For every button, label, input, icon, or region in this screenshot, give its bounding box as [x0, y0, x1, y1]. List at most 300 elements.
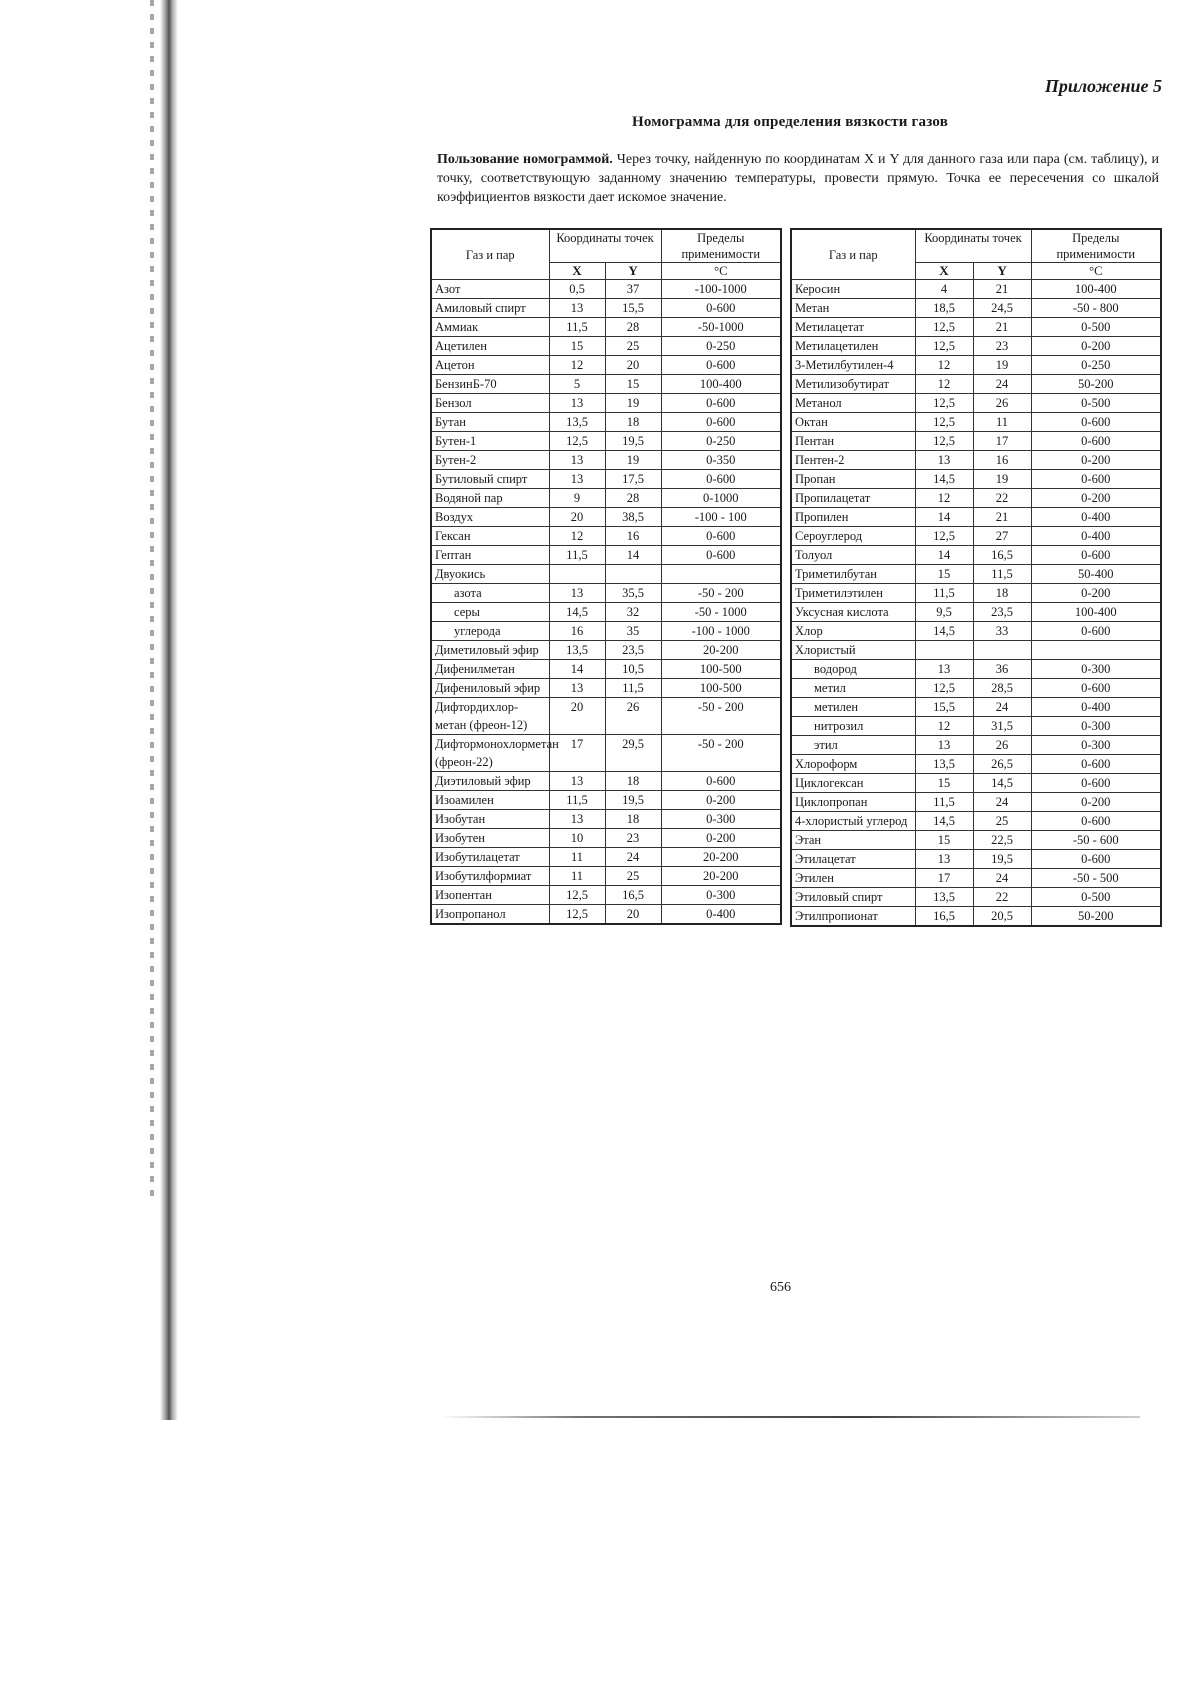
- table-row: [431, 791, 781, 810]
- table-row: [791, 679, 1161, 698]
- gas-table-right: [790, 228, 1162, 927]
- x-cell: 16: [549, 622, 605, 641]
- y-cell: 14: [605, 546, 661, 565]
- scan-shadow: [160, 0, 178, 1420]
- range-cell: 0-200: [1031, 489, 1161, 508]
- x-cell: 13: [549, 810, 605, 829]
- range-cell: 100-500: [661, 660, 781, 679]
- y-cell: 17,5: [605, 470, 661, 489]
- table-row: [791, 888, 1161, 907]
- range-cell: 0-1000: [661, 489, 781, 508]
- gas-name-cell: Керосин: [791, 280, 915, 299]
- y-cell: 18: [605, 810, 661, 829]
- y-cell: 29,5: [605, 735, 661, 772]
- x-cell: 17: [915, 869, 973, 888]
- table-row: [791, 394, 1161, 413]
- gas-name-cell: Изопентан: [431, 886, 549, 905]
- header-x: X: [915, 263, 973, 280]
- page-title: Номограмма для определения вязкости газов: [631, 114, 948, 130]
- range-cell: 0-300: [1031, 717, 1161, 736]
- table-row: [791, 299, 1161, 318]
- x-cell: 18,5: [915, 299, 973, 318]
- header-x: X: [549, 263, 605, 280]
- range-cell: 0-600: [1031, 470, 1161, 489]
- x-cell: 11,5: [549, 546, 605, 565]
- gas-name-cell: Метан: [791, 299, 915, 318]
- range-cell: 100-400: [661, 375, 781, 394]
- range-cell: -50 - 200: [661, 584, 781, 603]
- gas-name-cell: углерода: [431, 622, 549, 641]
- gas-name-cell: Бутен-1: [431, 432, 549, 451]
- x-cell: 13: [549, 772, 605, 791]
- x-cell: 12,5: [549, 886, 605, 905]
- gas-name-cell: Пентан: [791, 432, 915, 451]
- range-cell: 0-500: [1031, 318, 1161, 337]
- table-row: [791, 717, 1161, 736]
- y-cell: 28: [605, 318, 661, 337]
- x-cell: 12,5: [549, 905, 605, 925]
- y-cell: 15: [605, 375, 661, 394]
- table-row: [791, 831, 1161, 850]
- gas-name-cell: Пропилен: [791, 508, 915, 527]
- x-cell: 11: [549, 848, 605, 867]
- gas-name-cell: Изопропанол: [431, 905, 549, 925]
- x-cell: 11,5: [549, 791, 605, 810]
- header-y: Y: [973, 263, 1031, 280]
- table-row: [431, 603, 781, 622]
- y-cell: 19: [605, 394, 661, 413]
- x-cell: 12: [915, 717, 973, 736]
- range-cell: 0-200: [661, 829, 781, 848]
- table-row: [431, 508, 781, 527]
- x-cell: [549, 565, 605, 584]
- scan-shadow-stripe: [150, 0, 154, 1200]
- range-cell: 0-300: [1031, 736, 1161, 755]
- intro-paragraph: [437, 150, 1159, 207]
- x-cell: [915, 641, 973, 660]
- table-row: [791, 280, 1161, 299]
- x-cell: 13,5: [549, 413, 605, 432]
- y-cell: 20: [605, 905, 661, 925]
- table-row: [791, 755, 1161, 774]
- table-row: [431, 356, 781, 375]
- x-cell: 13: [915, 736, 973, 755]
- gas-name-cell: Толуол: [791, 546, 915, 565]
- y-cell: 27: [973, 527, 1031, 546]
- range-cell: 0-600: [1031, 774, 1161, 793]
- gas-name-cell: Октан: [791, 413, 915, 432]
- x-cell: 9,5: [915, 603, 973, 622]
- range-cell: 0-600: [661, 356, 781, 375]
- x-cell: 14,5: [915, 622, 973, 641]
- gas-name-cell: Метилацетилен: [791, 337, 915, 356]
- x-cell: 9: [549, 489, 605, 508]
- table-row: [431, 886, 781, 905]
- table-row: [791, 375, 1161, 394]
- gas-name-cell: метил: [791, 679, 915, 698]
- table-row: [431, 660, 781, 679]
- y-cell: 19,5: [973, 850, 1031, 869]
- table-row: [431, 641, 781, 660]
- x-cell: 13: [915, 451, 973, 470]
- range-cell: 20-200: [661, 867, 781, 886]
- range-cell: 0-200: [1031, 793, 1161, 812]
- table-row: [791, 736, 1161, 755]
- y-cell: 11: [973, 413, 1031, 432]
- y-cell: 18: [605, 413, 661, 432]
- header-y: Y: [605, 263, 661, 280]
- left-table-body: [431, 280, 781, 925]
- table-row: [431, 679, 781, 698]
- table-row: [791, 584, 1161, 603]
- gas-name-cell: Бутен-2: [431, 451, 549, 470]
- range-cell: -100 - 1000: [661, 622, 781, 641]
- y-cell: 24: [973, 698, 1031, 717]
- gas-name-cell: Бутиловый спирт: [431, 470, 549, 489]
- range-cell: 50-400: [1031, 565, 1161, 584]
- header-limits: Пределы применимости: [661, 229, 781, 263]
- range-cell: [1031, 641, 1161, 660]
- x-cell: 0,5: [549, 280, 605, 299]
- gas-name-cell: водород: [791, 660, 915, 679]
- y-cell: [973, 641, 1031, 660]
- range-cell: 0-400: [661, 905, 781, 925]
- x-cell: 14: [915, 508, 973, 527]
- x-cell: 13: [915, 660, 973, 679]
- y-cell: 23: [973, 337, 1031, 356]
- table-row: [431, 318, 781, 337]
- x-cell: 12: [915, 356, 973, 375]
- table-row: [431, 867, 781, 886]
- y-cell: 23: [605, 829, 661, 848]
- x-cell: 13,5: [915, 888, 973, 907]
- x-cell: 14: [549, 660, 605, 679]
- gas-name-cell: Этиловый спирт: [791, 888, 915, 907]
- table-row: [791, 641, 1161, 660]
- header-gas: Газ и пар: [431, 229, 549, 280]
- x-cell: 12,5: [915, 337, 973, 356]
- gas-name-cell: 3-Метилбутилен-4: [791, 356, 915, 375]
- gas-name-cell: Метилизобутират: [791, 375, 915, 394]
- range-cell: 0-600: [661, 527, 781, 546]
- gas-name-cell: азота: [431, 584, 549, 603]
- table-row: [431, 584, 781, 603]
- gas-name-cell: Изобутилацетат: [431, 848, 549, 867]
- x-cell: 15: [915, 774, 973, 793]
- range-cell: 0-600: [661, 413, 781, 432]
- x-cell: 12,5: [915, 413, 973, 432]
- range-cell: 0-600: [661, 772, 781, 791]
- x-cell: 12: [549, 527, 605, 546]
- y-cell: 28: [605, 489, 661, 508]
- gas-name-cell: Ацетилен: [431, 337, 549, 356]
- y-cell: 28,5: [973, 679, 1031, 698]
- gas-name-cell: Пропилацетат: [791, 489, 915, 508]
- x-cell: 15: [915, 831, 973, 850]
- table-row: [791, 869, 1161, 888]
- x-cell: 13,5: [915, 755, 973, 774]
- x-cell: 12,5: [915, 432, 973, 451]
- table-row: [431, 622, 781, 641]
- gas-name-cell: Водяной пар: [431, 489, 549, 508]
- range-cell: 0-600: [1031, 812, 1161, 831]
- gas-name-cell: Дифениловый эфир: [431, 679, 549, 698]
- gas-name-cell: метилен: [791, 698, 915, 717]
- x-cell: 4: [915, 280, 973, 299]
- y-cell: 20: [605, 356, 661, 375]
- range-cell: 100-500: [661, 679, 781, 698]
- range-cell: 100-400: [1031, 280, 1161, 299]
- gas-name-cell: Этилпропионат: [791, 907, 915, 927]
- table-row: [431, 565, 781, 584]
- table-row: [431, 299, 781, 318]
- x-cell: 13: [549, 584, 605, 603]
- table-row: [791, 546, 1161, 565]
- range-cell: 0-600: [661, 394, 781, 413]
- gas-name-cell: Хлороформ: [791, 755, 915, 774]
- y-cell: 11,5: [973, 565, 1031, 584]
- range-cell: -50 - 1000: [661, 603, 781, 622]
- y-cell: 35: [605, 622, 661, 641]
- gas-name-cell: Изоамилен: [431, 791, 549, 810]
- range-cell: 0-250: [661, 337, 781, 356]
- header-limits: Пределы применимости: [1031, 229, 1161, 263]
- gas-name-cell: 4-хлористый углерод: [791, 812, 915, 831]
- table-row: [431, 451, 781, 470]
- range-cell: 0-400: [1031, 698, 1161, 717]
- range-cell: -50 - 600: [1031, 831, 1161, 850]
- range-cell: 0-600: [661, 546, 781, 565]
- range-cell: 0-400: [1031, 508, 1161, 527]
- y-cell: 19,5: [605, 791, 661, 810]
- table-row: [431, 829, 781, 848]
- intro-text: Через точку, найденную по координатам X и Y для данного газа или пара (см. таблицу), и точку, соответствующую заданному значению температуры, провести прямую. Точка ее пересечения со шкалой коэффициентов вязкости дает искомое значение.: [437, 152, 1159, 205]
- range-cell: 0-200: [1031, 451, 1161, 470]
- range-cell: 0-200: [1031, 337, 1161, 356]
- y-cell: 31,5: [973, 717, 1031, 736]
- x-cell: 14,5: [915, 812, 973, 831]
- table-row: [431, 848, 781, 867]
- gas-name-cell: Уксусная кислота: [791, 603, 915, 622]
- range-cell: 50-200: [1031, 375, 1161, 394]
- gas-table-left: [430, 228, 782, 925]
- gas-name-cell: Диметиловый эфир: [431, 641, 549, 660]
- range-cell: 0-600: [1031, 413, 1161, 432]
- y-cell: 16: [973, 451, 1031, 470]
- y-cell: 38,5: [605, 508, 661, 527]
- x-cell: 12,5: [915, 394, 973, 413]
- table-row: [431, 413, 781, 432]
- x-cell: 13: [915, 850, 973, 869]
- gas-name-cell: БензинБ-70: [431, 375, 549, 394]
- y-cell: 19,5: [605, 432, 661, 451]
- y-cell: 37: [605, 280, 661, 299]
- y-cell: 26,5: [973, 755, 1031, 774]
- x-cell: 12,5: [549, 432, 605, 451]
- page-number: 656: [770, 1280, 791, 1295]
- x-cell: 12,5: [915, 527, 973, 546]
- y-cell: 16: [605, 527, 661, 546]
- x-cell: 15: [549, 337, 605, 356]
- x-cell: 20: [549, 698, 605, 735]
- appendix-label: Приложение 5: [1044, 76, 1162, 96]
- table-row: [791, 603, 1161, 622]
- gas-name-cell: Метанол: [791, 394, 915, 413]
- table-row: [791, 432, 1161, 451]
- y-cell: 24: [973, 869, 1031, 888]
- y-cell: 23,5: [973, 603, 1031, 622]
- range-cell: 0-600: [1031, 679, 1161, 698]
- header-coords: Координаты точек: [549, 229, 661, 263]
- range-cell: 0-200: [661, 791, 781, 810]
- gas-name-cell: Изобутен: [431, 829, 549, 848]
- x-cell: 13: [549, 394, 605, 413]
- range-cell: 0-600: [661, 470, 781, 489]
- range-cell: -50-1000: [661, 318, 781, 337]
- y-cell: 19: [973, 470, 1031, 489]
- gas-name-cell: Циклогексан: [791, 774, 915, 793]
- intro-bold: Пользование номограммой.: [437, 152, 613, 167]
- x-cell: 11,5: [549, 318, 605, 337]
- range-cell: 100-400: [1031, 603, 1161, 622]
- range-cell: 0-200: [1031, 584, 1161, 603]
- gas-name-cell: Пентен-2: [791, 451, 915, 470]
- table-row: [431, 337, 781, 356]
- gas-name-cell: Метилацетат: [791, 318, 915, 337]
- y-cell: 21: [973, 508, 1031, 527]
- range-cell: 0-600: [1031, 755, 1161, 774]
- table-row: [791, 451, 1161, 470]
- gas-name-cell: Этилен: [791, 869, 915, 888]
- x-cell: 13: [549, 451, 605, 470]
- table-row: [431, 772, 781, 791]
- gas-name-cell: Бутан: [431, 413, 549, 432]
- table-row: [791, 622, 1161, 641]
- range-cell: 0-400: [1031, 527, 1161, 546]
- range-cell: 20-200: [661, 641, 781, 660]
- range-cell: -50 - 200: [661, 735, 781, 772]
- x-cell: 14,5: [549, 603, 605, 622]
- gas-name-cell: Воздух: [431, 508, 549, 527]
- x-cell: 12: [915, 375, 973, 394]
- x-cell: 13,5: [549, 641, 605, 660]
- y-cell: 24,5: [973, 299, 1031, 318]
- range-cell: 0-600: [1031, 432, 1161, 451]
- x-cell: 14,5: [915, 470, 973, 489]
- range-cell: -50 - 200: [661, 698, 781, 735]
- gas-name-cell: Циклопропан: [791, 793, 915, 812]
- table-row: [791, 318, 1161, 337]
- range-cell: -100-1000: [661, 280, 781, 299]
- table-row: [791, 337, 1161, 356]
- range-cell: -100 - 100: [661, 508, 781, 527]
- gas-name-cell: Двуокись: [431, 565, 549, 584]
- x-cell: 11: [549, 867, 605, 886]
- x-cell: 12,5: [915, 679, 973, 698]
- range-cell: 0-500: [1031, 394, 1161, 413]
- header-unit: °C: [1031, 263, 1161, 280]
- table-row: [431, 489, 781, 508]
- x-cell: 13: [549, 679, 605, 698]
- gas-name-cell: Триметилбутан: [791, 565, 915, 584]
- gas-name-cell: Гептан: [431, 546, 549, 565]
- y-cell: 33: [973, 622, 1031, 641]
- gas-name-cell: Дифтордихлор-метан (фреон-12): [431, 698, 549, 735]
- y-cell: 19: [605, 451, 661, 470]
- range-cell: 0-600: [1031, 850, 1161, 869]
- table-row: [431, 470, 781, 489]
- y-cell: 25: [973, 812, 1031, 831]
- table-row: [431, 280, 781, 299]
- y-cell: 23,5: [605, 641, 661, 660]
- y-cell: 17: [973, 432, 1031, 451]
- x-cell: 10: [549, 829, 605, 848]
- x-cell: 11,5: [915, 584, 973, 603]
- gas-name-cell: Этилацетат: [791, 850, 915, 869]
- gas-name-cell: Изобутан: [431, 810, 549, 829]
- y-cell: 26: [973, 736, 1031, 755]
- y-cell: 18: [973, 584, 1031, 603]
- gas-name-cell: Пропан: [791, 470, 915, 489]
- range-cell: 50-200: [1031, 907, 1161, 927]
- range-cell: 0-300: [1031, 660, 1161, 679]
- gas-name-cell: этил: [791, 736, 915, 755]
- table-row: [431, 375, 781, 394]
- range-cell: 0-300: [661, 886, 781, 905]
- range-cell: 0-300: [661, 810, 781, 829]
- header-coords: Координаты точек: [915, 229, 1031, 263]
- y-cell: 14,5: [973, 774, 1031, 793]
- right-table-body: [791, 280, 1161, 927]
- range-cell: 0-600: [1031, 546, 1161, 565]
- y-cell: 11,5: [605, 679, 661, 698]
- table-row: [791, 907, 1161, 927]
- x-cell: 15: [915, 565, 973, 584]
- y-cell: 26: [973, 394, 1031, 413]
- header-unit: °C: [661, 263, 781, 280]
- x-cell: 5: [549, 375, 605, 394]
- range-cell: 0-600: [1031, 622, 1161, 641]
- y-cell: 24: [605, 848, 661, 867]
- range-cell: -50 - 800: [1031, 299, 1161, 318]
- scan-bottom-line: [440, 1416, 1140, 1418]
- table-row: [431, 394, 781, 413]
- table-row: [791, 413, 1161, 432]
- y-cell: 26: [605, 698, 661, 735]
- range-cell: 0-500: [1031, 888, 1161, 907]
- gas-name-cell: Изобутилформиат: [431, 867, 549, 886]
- y-cell: 22: [973, 888, 1031, 907]
- x-cell: 20: [549, 508, 605, 527]
- range-cell: -50 - 500: [1031, 869, 1161, 888]
- range-cell: 0-250: [661, 432, 781, 451]
- y-cell: 20,5: [973, 907, 1031, 927]
- x-cell: 12: [549, 356, 605, 375]
- y-cell: 16,5: [973, 546, 1031, 565]
- gas-name-cell: Дифтормонохлорметан (фреон-22): [431, 735, 549, 772]
- y-cell: 18: [605, 772, 661, 791]
- table-row: [791, 470, 1161, 489]
- y-cell: 36: [973, 660, 1031, 679]
- gas-name-cell: Амиловый спирт: [431, 299, 549, 318]
- range-cell: 0-350: [661, 451, 781, 470]
- table-row: [791, 508, 1161, 527]
- y-cell: 19: [973, 356, 1031, 375]
- y-cell: 25: [605, 337, 661, 356]
- table-row: [431, 735, 781, 772]
- gas-name-cell: Дифенилметан: [431, 660, 549, 679]
- table-row: [431, 905, 781, 925]
